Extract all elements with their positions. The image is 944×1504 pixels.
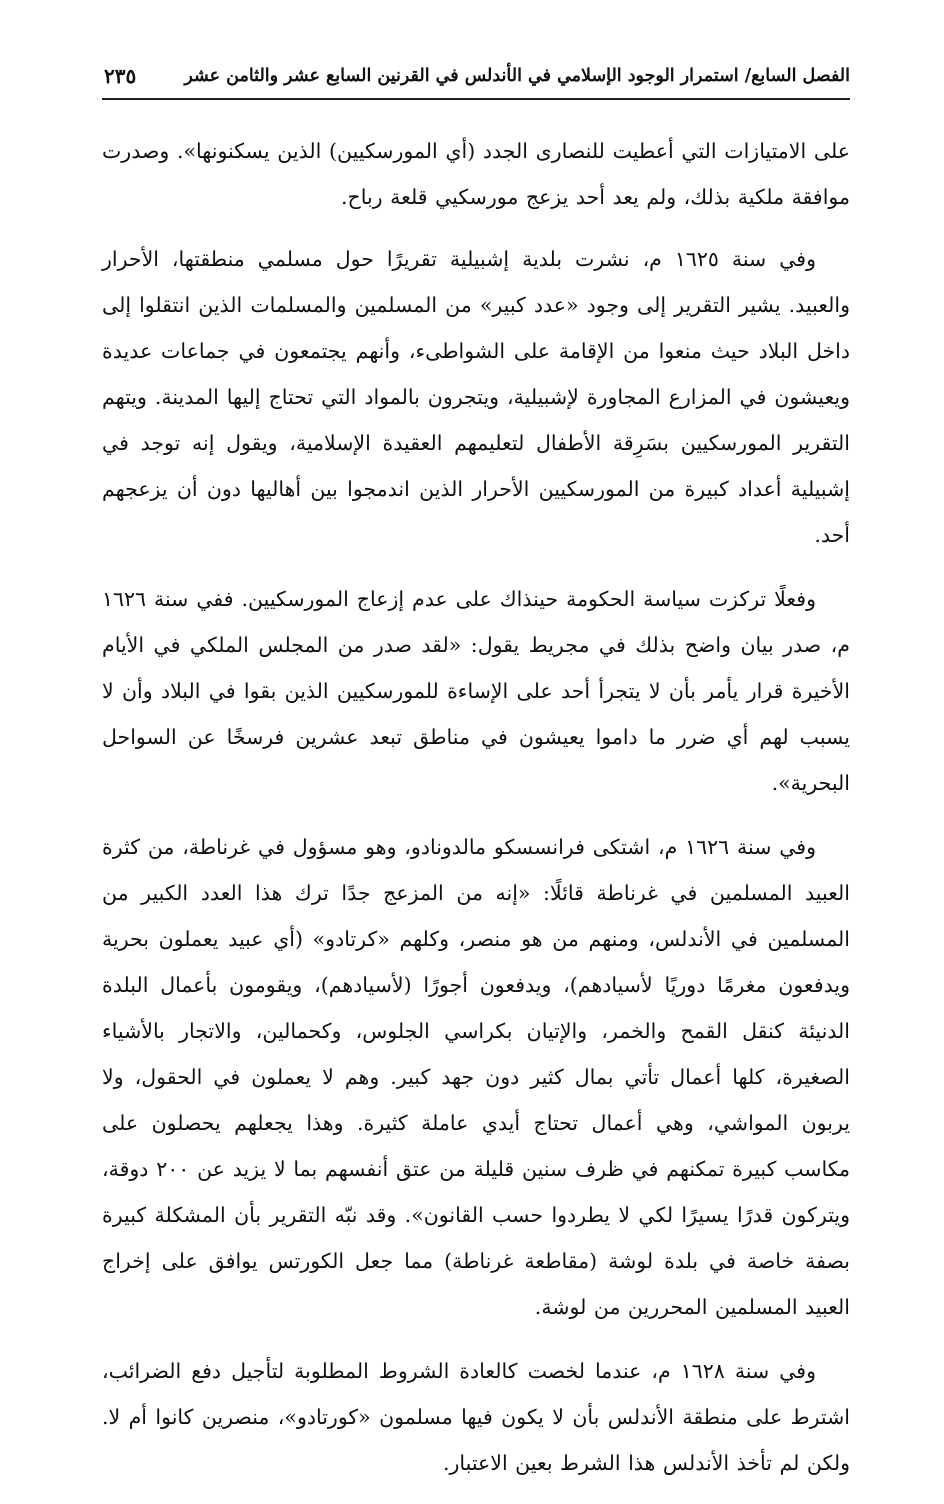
body-text xyxy=(102,128,850,1486)
book-page xyxy=(102,56,850,1504)
paragraph-1626-royal-council: وفعلًا تركزت سياسة الحكومة حينذاك على عدم إزعاج المورسكيين. ففي سنة ١٦٢٦ م، صدر بيان واضح بذلك في مجريط يقول: «لقد صدر من المجلس الملكي في الأيام الأخيرة قرار يأمر بأن لا يتجرأ أحد على الإساءة للمورسكيين الذين بقوا في البلاد وأن لا يسبب لهم أي ضرر ما داموا يعيشون في مناطق تبعد عشرين فرسخًا عن السواحل البحرية». xyxy=(102,587,850,795)
page-number: ٢٣٥ xyxy=(104,64,137,88)
running-header xyxy=(102,56,850,100)
chapter-header-title: الفصل السابع/ استمرار الوجود الإسلامي في الأندلس في القرنين السابع عشر والثامن عشر xyxy=(184,66,850,86)
paragraph-1626-maldonado-complaint: وفي سنة ١٦٢٦ م، اشتكى فرانسسكو مالدونادو، وهو مسؤول في غرناطة، من كثرة العبيد المسلمين في غرناطة قائلًا: «إنه من المزعج جدًا ترك هذا العدد الكبير من المسلمين في الأندلس، ومنهم من هو منصر، وكلهم «كرتادو» (أي عبيد يعملون بحرية ويدفعون مغرمًا دوريًا لأسيادهم)، ويدفعون أجورًا (لأسيادهم)، ويقومون بأعمال البلدة الدنيئة كنقل القمح والخمر، والإتيان بكراسي الجلوس، وكحمالين، والاتجار بالأشياء الصغيرة، كلها أعمال تأتي بمال كثير دون جهد كبير. وهم لا يعملون في الحقول، ولا يربون المواشي، وهي أعمال تحتاج أيدي عاملة كثيرة. وهذا يجعلهم يحصلون على مكاسب كبيرة تمكنهم في ظرف سنين قليلة من عتق أنفسهم بما لا يزيد عن ٢٠٠ دوقة، ويتركون قدرًا يسيرًا لكي لا يطردوا حسب القانون». وقد نبّه التقرير بأن المشكلة كبيرة بصفة خاصة في بلدة لوشة (مقاطعة غرناطة) مما جعل الكورتس يوافق على إخراج العبيد المسلمين المحررين من لوشة. xyxy=(102,835,851,1319)
paragraph-continuation: على الامتيازات التي أعطيت للنصارى الجدد (أي المورسكيين) الذين يسكنونها». وصدرت موافقة ملكية بذلك، ولم يعد أحد يزعج مورسكيي قلعة رباح. xyxy=(102,139,850,209)
paragraph-1625-seville-report: وفي سنة ١٦٢٥ م، نشرت بلدية إشبيلية تقريرًا حول مسلمي منطقتها، الأحرار والعبيد. يشير التقرير إلى وجود «عدد كبير» من المسلمين والمسلمات الذين انتقلوا إلى داخل البلاد حيث منعوا من الإقامة على الشواطىء، وأنهم يجتمعون في جماعات عديدة ويعيشون في المزارع المجاورة لإشبيلية، ويتجرون بالمواد التي تحتاج إليها المدينة. ويتهم التقرير المورسكيين بسَرِقة الأطفال لتعليمهم العقيدة الإسلامية، ويقول إنه توجد في إشبيلية أعداد كبيرة من المورسكيين الأحرار الذين اندمجوا بين أهاليها دون أن يزعجهم أحد. xyxy=(102,247,850,547)
paragraph-1628-tax-conditions: وفي سنة ١٦٢٨ م، عندما لخصت كالعادة الشروط المطلوبة لتأجيل دفع الضرائب، اشترط على منطقة الأندلس بأن لا يكون فيها مسلمون «كورتادو»، منصرين كانوا أم لا. ولكن لم تأخذ الأندلس هذا الشرط بعين الاعتبار. xyxy=(102,1359,850,1475)
